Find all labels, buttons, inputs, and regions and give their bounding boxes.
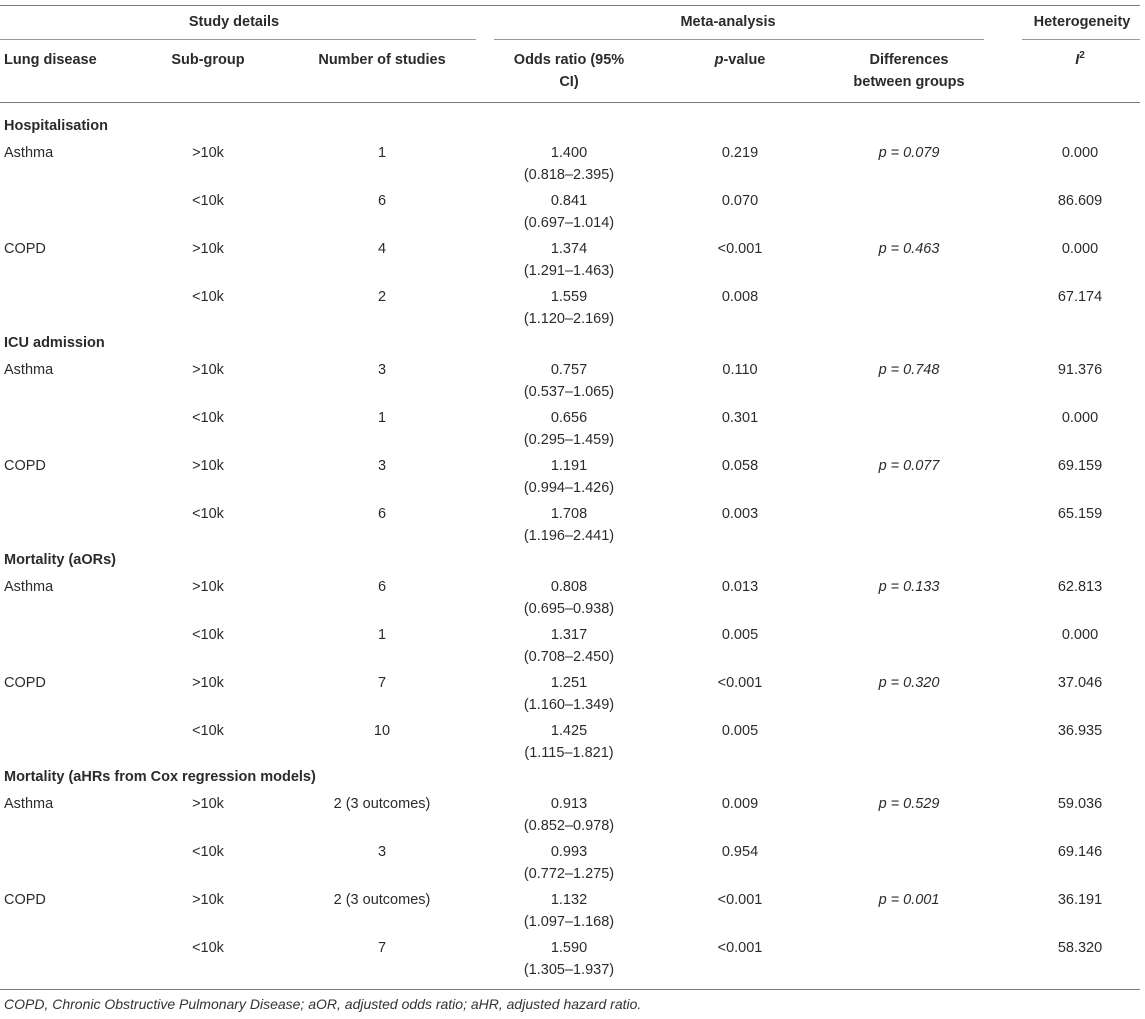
odds-ratio-cell [490, 190, 648, 234]
group-difference-cell: p = 0.320 [878, 675, 940, 691]
sub-group-cell: >10k [192, 145, 224, 161]
i-squared-cell: 0.000 [1061, 145, 1099, 161]
number-of-studies-cell: 6 [377, 506, 387, 522]
odds-ratio-header-line1: Odds ratio (95% [513, 52, 625, 68]
i-squared-cell: 91.376 [1057, 362, 1103, 378]
odds-ratio-cell [490, 407, 648, 451]
odds-ratio-value: 1.132 [550, 892, 588, 908]
sub-group-cell: <10k [192, 193, 224, 209]
p-value-cell: 0.058 [721, 458, 759, 474]
lung-disease-cell: COPD [4, 675, 46, 691]
odds-ratio-value: 0.656 [550, 410, 588, 426]
sub-group-cell: <10k [192, 844, 224, 860]
p-value-cell: 0.009 [721, 796, 759, 812]
i-squared-cell: 59.036 [1057, 796, 1103, 812]
confidence-interval: (0.818–2.395) [523, 167, 615, 183]
column-header-odds-ratio [490, 49, 648, 93]
confidence-interval: (0.295–1.459) [523, 432, 615, 448]
i-squared-cell: 86.609 [1057, 193, 1103, 209]
header-bottom-rule [0, 102, 1140, 103]
section-title: Mortality (aHRs from Cox regression models) [4, 769, 316, 785]
i-squared-cell: 69.146 [1057, 844, 1103, 860]
number-of-studies-cell: 6 [377, 579, 387, 595]
i-squared-cell: 62.813 [1057, 579, 1103, 595]
i-squared-cell: 0.000 [1061, 627, 1099, 643]
odds-ratio-cell [490, 455, 648, 499]
group-difference-cell: p = 0.001 [878, 892, 940, 908]
confidence-interval: (1.115–1.821) [524, 745, 614, 761]
p-value-cell: 0.110 [722, 362, 758, 378]
lung-disease-cell: COPD [4, 241, 46, 257]
p-value-cell: 0.954 [721, 844, 759, 860]
i-squared-cell: 0.000 [1061, 410, 1099, 426]
p-value-header-rest: -value [723, 52, 766, 68]
table-footnote: COPD, Chronic Obstructive Pulmonary Disease; aOR, adjusted odds ratio; aHR, adjusted hazard ratio. [4, 996, 642, 1012]
section-title: Mortality (aORs) [4, 552, 116, 568]
i-squared-cell: 58.320 [1057, 940, 1103, 956]
odds-ratio-cell [490, 286, 648, 330]
odds-ratio-cell [490, 238, 648, 282]
number-of-studies-cell: 1 [377, 410, 387, 426]
meta-analysis-underline [494, 39, 984, 40]
lung-disease-cell: COPD [4, 458, 46, 474]
odds-ratio-value: 0.757 [550, 362, 588, 378]
odds-ratio-value: 1.374 [550, 241, 588, 257]
i-squared-cell: 37.046 [1057, 675, 1103, 691]
i-squared-cell: 65.159 [1057, 506, 1103, 522]
odds-ratio-value: 1.425 [550, 723, 588, 739]
p-value-cell: 0.301 [721, 410, 759, 426]
sub-group-cell: <10k [192, 723, 224, 739]
number-of-studies-cell: 2 (3 outcomes) [333, 796, 431, 812]
top-rule [0, 5, 1140, 6]
p-value-cell: <0.001 [717, 241, 763, 257]
odds-ratio-cell [490, 503, 648, 547]
group-difference-cell: p = 0.463 [878, 241, 940, 257]
odds-ratio-header-line2: CI) [559, 74, 579, 90]
confidence-interval: (0.537–1.065) [523, 384, 615, 400]
section-title: ICU admission [4, 335, 105, 351]
odds-ratio-cell [490, 359, 648, 403]
odds-ratio-value: 1.590 [550, 940, 588, 956]
number-of-studies-cell: 3 [377, 362, 387, 378]
confidence-interval: (1.160–1.349) [523, 697, 615, 713]
group-difference-cell: p = 0.748 [878, 362, 940, 378]
odds-ratio-value: 1.708 [550, 506, 588, 522]
sub-group-cell: <10k [192, 940, 224, 956]
i-squared-sup: 2 [1079, 50, 1085, 62]
column-header-i-squared [1020, 49, 1140, 71]
odds-ratio-value: 1.191 [550, 458, 588, 474]
odds-ratio-cell [490, 672, 648, 716]
odds-ratio-cell [490, 793, 648, 837]
i-squared-cell: 36.191 [1057, 892, 1103, 908]
study-details-underline [0, 39, 476, 40]
i-squared-cell: 69.159 [1057, 458, 1103, 474]
odds-ratio-value: 0.913 [550, 796, 588, 812]
sub-group-cell: <10k [192, 289, 224, 305]
lung-disease-cell: Asthma [4, 796, 54, 812]
i-squared-base: I [1075, 52, 1080, 68]
number-of-studies-cell: 10 [373, 723, 391, 739]
sub-group-cell: >10k [192, 892, 224, 908]
confidence-interval: (1.291–1.463) [523, 263, 615, 279]
group-header-study-details: Study details [188, 14, 280, 30]
differences-header-line1: Differences [869, 52, 949, 68]
confidence-interval: (1.196–2.441) [523, 528, 615, 544]
p-value-cell: 0.003 [721, 506, 759, 522]
odds-ratio-cell [490, 624, 648, 668]
confidence-interval: (0.697–1.014) [523, 215, 615, 231]
odds-ratio-cell [490, 841, 648, 885]
odds-ratio-value: 1.400 [550, 145, 588, 161]
column-header-differences [834, 49, 984, 93]
odds-ratio-value: 0.808 [550, 579, 588, 595]
sub-group-cell: >10k [192, 796, 224, 812]
group-difference-cell: p = 0.529 [878, 796, 940, 812]
group-difference-cell: p = 0.133 [878, 579, 940, 595]
group-difference-cell: p = 0.077 [878, 458, 940, 474]
group-header-heterogeneity: Heterogeneity [1033, 14, 1131, 30]
sub-group-cell: <10k [192, 410, 224, 426]
odds-ratio-cell [490, 576, 648, 620]
number-of-studies-cell: 3 [377, 458, 387, 474]
sub-group-cell: <10k [192, 506, 224, 522]
number-of-studies-cell: 3 [377, 844, 387, 860]
number-of-studies-cell: 6 [377, 193, 387, 209]
confidence-interval: (0.695–0.938) [523, 601, 615, 617]
confidence-interval: (0.994–1.426) [523, 480, 615, 496]
p-value-cell: 0.005 [721, 723, 759, 739]
i-squared-cell: 36.935 [1057, 723, 1103, 739]
odds-ratio-value: 1.251 [550, 675, 588, 691]
i-squared-cell: 0.000 [1061, 241, 1099, 257]
p-value-cell: <0.001 [717, 892, 763, 908]
p-value-cell: <0.001 [717, 675, 763, 691]
p-value-cell: <0.001 [717, 940, 763, 956]
p-value-cell: 0.219 [721, 145, 759, 161]
number-of-studies-cell: 1 [377, 627, 387, 643]
odds-ratio-cell [490, 720, 648, 764]
sub-group-cell: >10k [192, 579, 224, 595]
lung-disease-cell: Asthma [4, 579, 54, 595]
p-value-cell: 0.005 [721, 627, 759, 643]
group-header-meta-analysis: Meta-analysis [680, 14, 776, 30]
column-header-sub-group: Sub-group [171, 52, 245, 68]
number-of-studies-cell: 2 (3 outcomes) [333, 892, 431, 908]
confidence-interval: (1.097–1.168) [523, 914, 615, 930]
i-squared-cell: 67.174 [1057, 289, 1103, 305]
number-of-studies-cell: 2 [377, 289, 387, 305]
sub-group-cell: >10k [192, 362, 224, 378]
odds-ratio-cell [490, 889, 648, 933]
number-of-studies-cell: 7 [377, 675, 387, 691]
table-bottom-rule [0, 989, 1140, 990]
column-header-number-of-studies: Number of studies [318, 52, 446, 68]
p-value-cell: 0.008 [721, 289, 759, 305]
number-of-studies-cell: 4 [377, 241, 387, 257]
column-header-lung-disease: Lung disease [4, 52, 97, 68]
p-value-cell: 0.070 [721, 193, 759, 209]
confidence-interval: (0.852–0.978) [523, 818, 615, 834]
group-difference-cell: p = 0.079 [878, 145, 940, 161]
odds-ratio-value: 0.841 [550, 193, 588, 209]
odds-ratio-value: 0.993 [550, 844, 588, 860]
differences-header-line2: between groups [853, 74, 965, 90]
lung-disease-cell: COPD [4, 892, 46, 908]
lung-disease-cell: Asthma [4, 362, 54, 378]
p-value-cell: 0.013 [721, 579, 759, 595]
lung-disease-cell: Asthma [4, 145, 54, 161]
odds-ratio-value: 1.559 [550, 289, 588, 305]
odds-ratio-value: 1.317 [550, 627, 588, 643]
sub-group-cell: >10k [192, 675, 224, 691]
odds-ratio-cell [490, 937, 648, 981]
confidence-interval: (0.772–1.275) [523, 866, 615, 882]
confidence-interval: (0.708–2.450) [523, 649, 615, 665]
section-title: Hospitalisation [4, 118, 108, 134]
odds-ratio-cell [490, 142, 648, 186]
number-of-studies-cell: 7 [377, 940, 387, 956]
sub-group-cell: <10k [192, 627, 224, 643]
number-of-studies-cell: 1 [377, 145, 387, 161]
sub-group-cell: >10k [192, 241, 224, 257]
heterogeneity-underline [1022, 39, 1140, 40]
sub-group-cell: >10k [192, 458, 224, 474]
column-header-p-value [680, 49, 800, 71]
confidence-interval: (1.120–2.169) [523, 311, 615, 327]
p-value-header-p: p [714, 52, 724, 68]
confidence-interval: (1.305–1.937) [523, 962, 615, 978]
